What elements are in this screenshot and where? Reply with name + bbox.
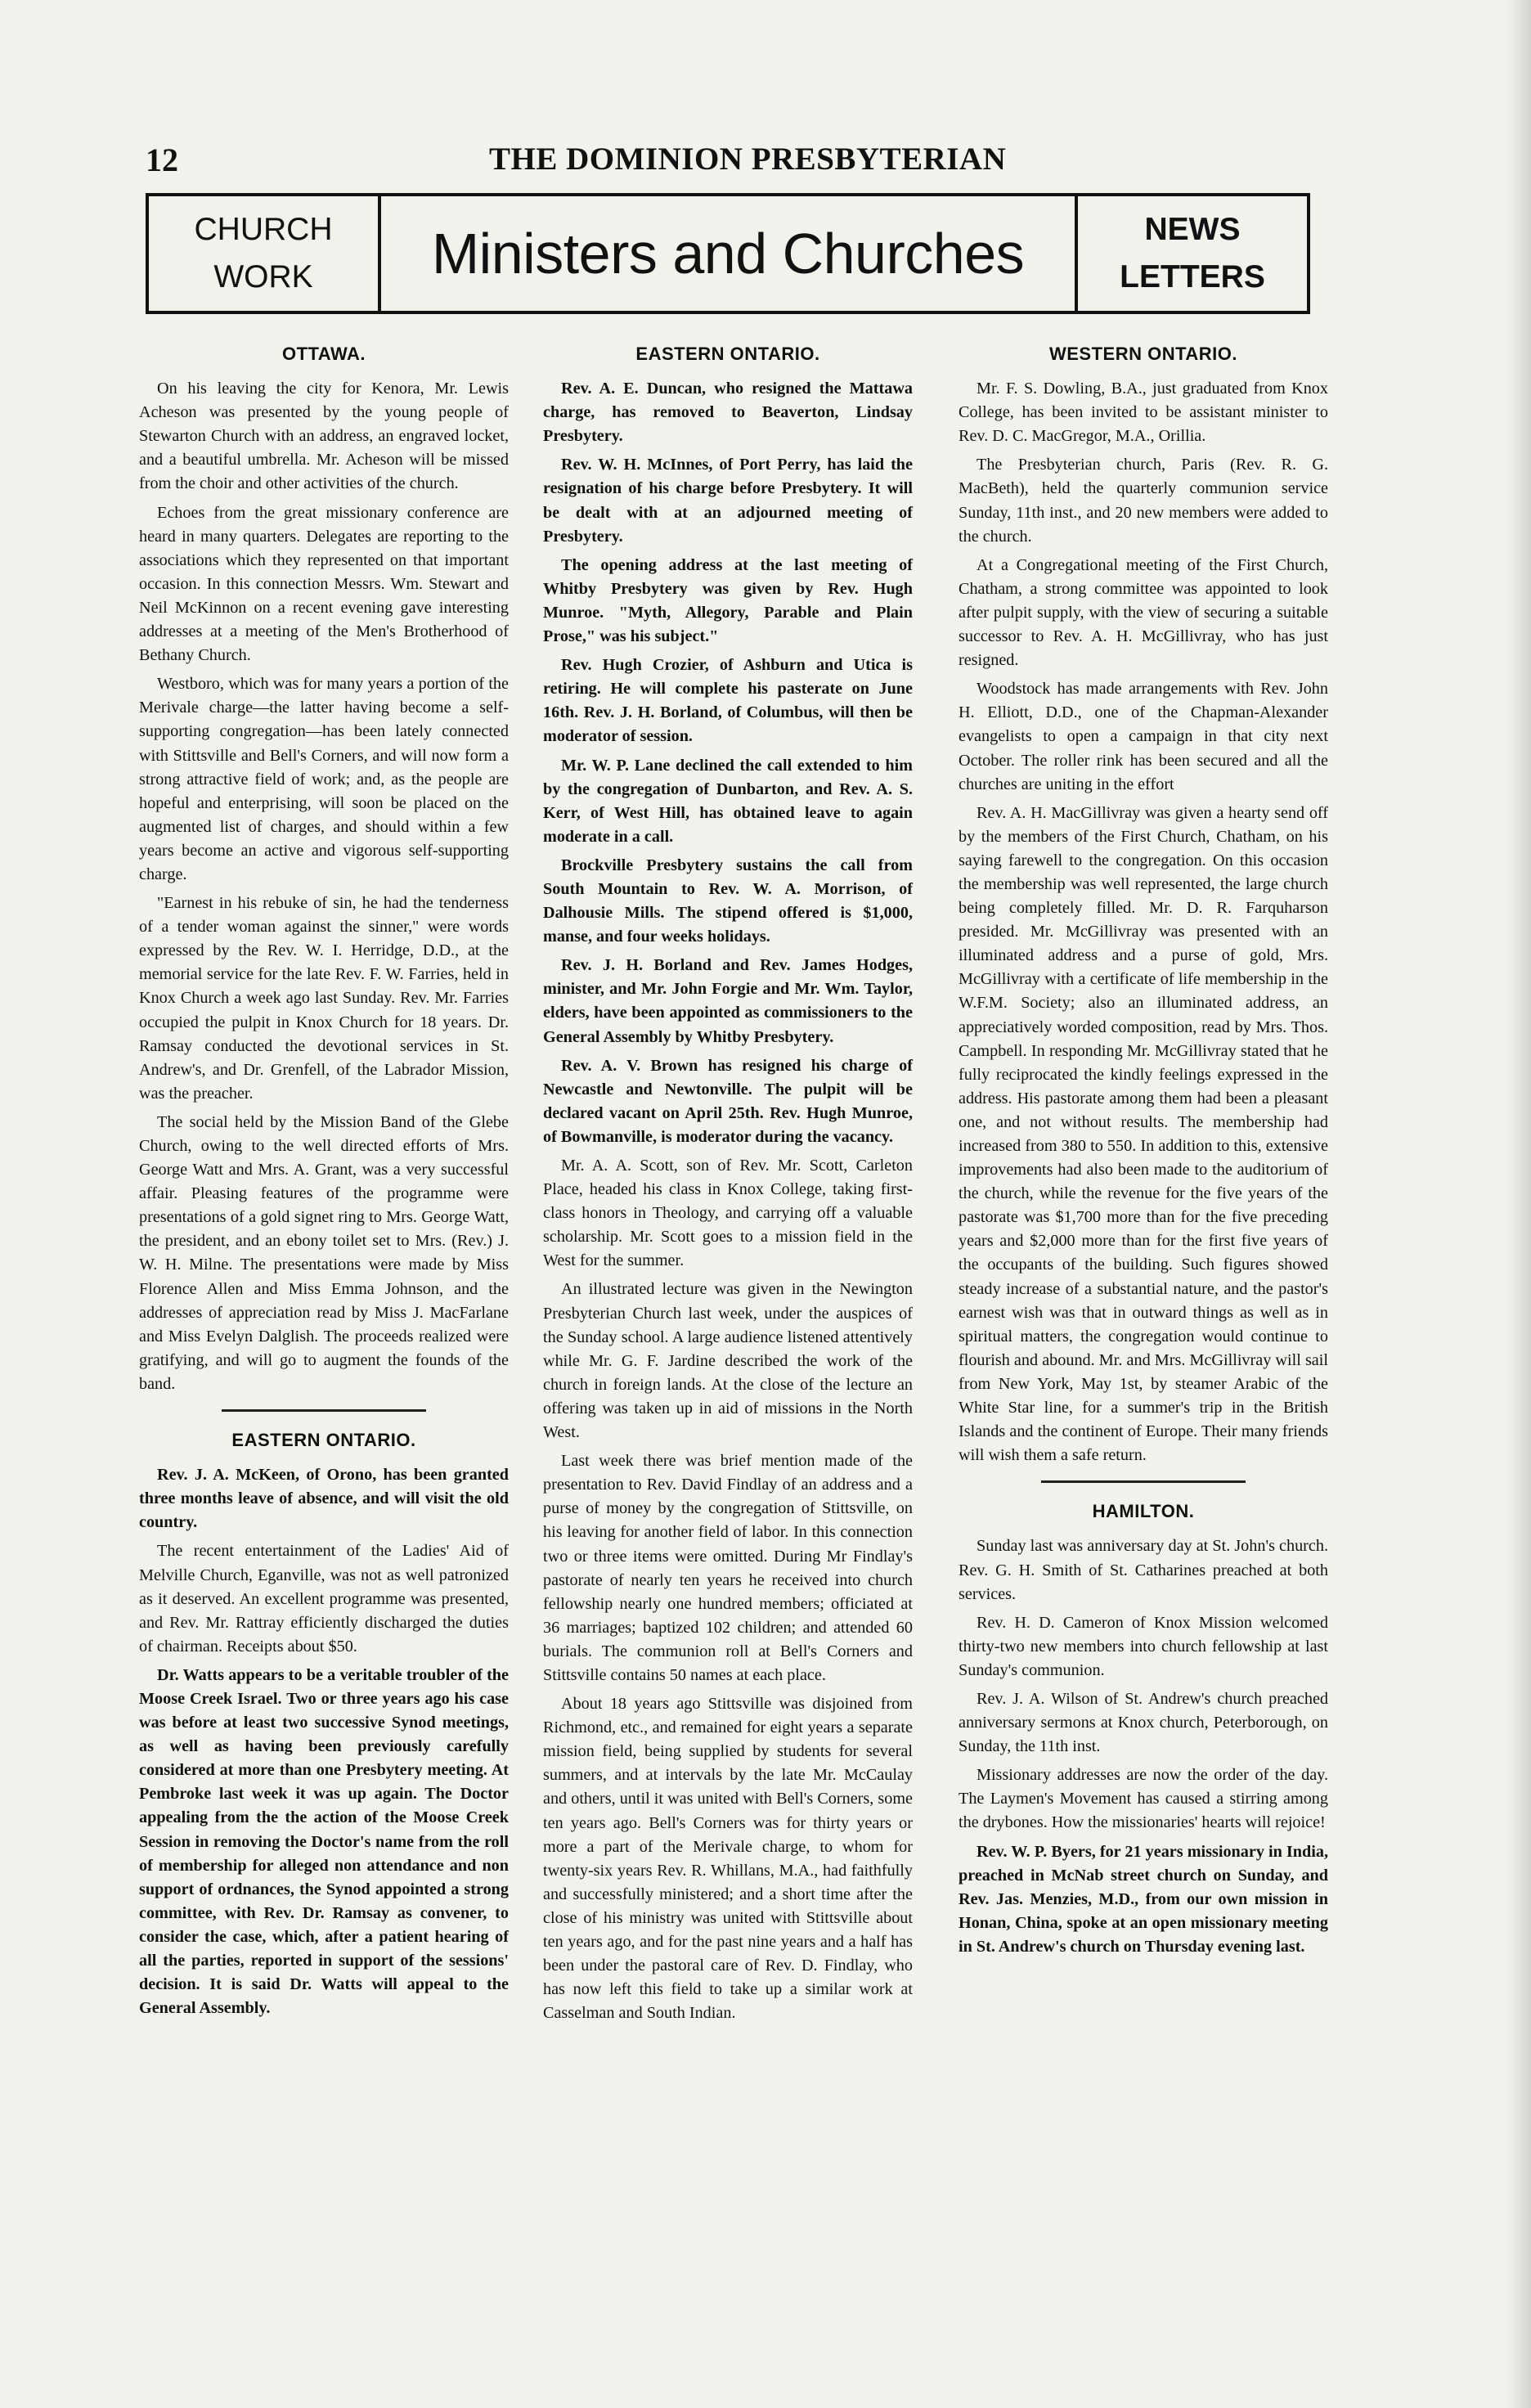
- news-paragraph: The social held by the Mission Band of the Glebe Church, owing to the well directed efforts of Mrs. George Watt and Mrs. A. Grant, was a very successful affair. Pleasing features of the programme were presentations of a gold signet ring to Mrs. George Watt, the president, and an ebony toilet set to Mrs. (Rev.) J. W. H. Milne. The presentations were made by Miss Florence Allen and Miss Emma Johnson, and the addresses of appreciation read by Miss J. MacFarlane and Miss Evelyn Dalglish. The proceeds realized were gratifying, and will go to augment the founds of the band.: [139, 1112, 509, 1393]
- section-heading: EASTERN ONTARIO.: [231, 1430, 416, 1451]
- news-paragraph: Rev. A. H. MacGillivray was given a hearty send off by the members of the First Church, Chatham, on his saying farewell to the congregation. On this occasion the membership was well represented, the large church being completely filled. Mr. D. R. Farquharson presided. Mr. McGillivray was presented with an illuminated address and a purse of gold, Mrs. McGillivray with a certificate of life membership in the W.F.M. Society; also an illuminated address, an appreciatively worded composition, read by Mrs. Thos. Campbell. In responding Mr. McGillivray stated that he fully reciprocated the kindly feelings expressed in the address. His pastorate among them had been a pleasant one, and not without results. The membership had increased from 380 to 550. In addition to this, extensive improvements had also been made to the auditorium of the church, while the revenue for the five years of the pastorate was $1,700 more than for the five preceding years and $2,000 more than for the first five years of the occupants of the building. Such figures showed steady increase of a substantial nature, and the pastor's earnest wish was that in outward things as well as in spiritual matters, the congregation would continue to flourish and abound. Mr. and Mrs. McGillivray will sail from New York, May 1st, by steamer Arabic of the White Star line, for a summer's trip in the British Islands and the continent of Europe. Their many friends will wish them a safe return.: [959, 803, 1328, 1465]
- banner-left-box: [149, 196, 381, 311]
- news-paragraph: Missionary addresses are now the order of the day. The Laymen's Movement has caused a stirring among the drybones. How the missionaries' hearts will rejoice!: [959, 1766, 1328, 1832]
- page-number: 12: [146, 142, 178, 178]
- section-divider: [1041, 1480, 1246, 1483]
- banner-left-line-2: WORK: [213, 259, 313, 294]
- news-paragraph: Dr. Watts appears to be a veritable troubler of the Moose Creek Israel. Two or three years ago his case was before at least two successive Synod meetings, as well as having been previously carefully considered at more than one Presbytery meeting. At Pembroke last week it was up again. The Doctor appealing from the the action of the Moose Creek Session in removing the Doctor's name from the roll of membership for alleged non attendance and non support of ordnances, the Synod appointed a strong committee, with Rev. Dr. Ramsay as convener, to consider the case, which, after a patient hearing of all the parties, reported in support of the sessions' decision. It is said Dr. Watts will appeal to the General Assembly.: [139, 1665, 509, 2018]
- news-paragraph: Rev. W. P. Byers, for 21 years missionary in India, preached in McNab street church on Sunday, and Rev. Jas. Menzies, M.D., from our own mission in Honan, China, spoke at an open missionary meeting in St. Andrew's church on Thursday evening last.: [959, 1842, 1328, 1956]
- news-paragraph: Mr. F. S. Dowling, B.A., just graduated from Knox College, has been invited to be assistant minister to Rev. D. C. MacGregor, M.A., Orillia.: [959, 380, 1328, 446]
- banner-left-line-1: CHURCH: [194, 212, 333, 247]
- column-1: [139, 342, 509, 2025]
- news-paragraph: Echoes from the great missionary conference are heard in many quarters. Delegates are reporting to the associations which they represented on that important occasion. In this connection Messrs. Wm. Stewart and Neil McKinnon on a recent evening gave interesting addresses at a meeting of the Men's Brotherhood of Bethany Church.: [139, 503, 509, 665]
- news-paragraph: Rev. W. H. McInnes, of Port Perry, has laid the resignation of his charge before Presbytery. It will be dealt with at an adjourned meeting of Presbytery.: [543, 456, 913, 546]
- column-2: [543, 342, 913, 2030]
- news-paragraph: Rev. Hugh Crozier, of Ashburn and Utica is retiring. He will complete his pasterate on June 16th. Rev. J. H. Borland, of Columbus, will then be moderator of session.: [543, 656, 913, 746]
- banner-right-line-1: NEWS: [1144, 212, 1241, 247]
- news-paragraph: The recent entertainment of the Ladies' Aid of Melville Church, Eganville, was not as well patronized as it deserved. An excellent programme was presented, and Rev. Mr. Rattray efficiently discharged the duties of chairman. Receipts about $50.: [139, 1542, 509, 1656]
- section-heading: HAMILTON.: [1092, 1501, 1195, 1522]
- news-paragraph: At a Congregational meeting of the First Church, Chatham, a strong committee was appointed to look after pulpit supply, with the view of securing a suitable successor to Rev. A. H. McGillivray, who has just resigned.: [959, 555, 1328, 670]
- section-heading: WESTERN ONTARIO.: [1048, 344, 1238, 364]
- section-heading: EASTERN ONTARIO.: [635, 344, 820, 364]
- journal-title: THE DOMINION PRESBYTERIAN: [489, 142, 1007, 177]
- news-paragraph: An illustrated lecture was given in the Newington Presbyterian Church last week, under the auspices of the Sunday school. A large audience listened attentively while Mr. G. F. Jardine described the work of the church in foreign lands. At the close of the lecture an offering was taken up in aid of missions in the North West.: [543, 1280, 913, 1442]
- news-paragraph: The Presbyterian church, Paris (Rev. R. G. MacBeth), held the quarterly communion service Sunday, 11th inst., and 20 new members were added to the church.: [959, 456, 1328, 546]
- news-paragraph: Westboro, which was for many years a portion of the Merivale charge—the latter having become a self-supporting congregation—has been lately connected with Stittsville and Bell's Corners, and will now form a strong attractive field of work; and, as the people are hopeful and enterprising, will soon be placed on the augmented list of charges, and should within a few years become an active and vigorous self-supporting charge.: [139, 675, 509, 883]
- news-paragraph: Last week there was brief mention made of the presentation to Rev. David Findlay of an address and a purse of money by the congregation of Stittsville, on his leaving for another field of labor. In this connection two or three items were omitted. During Mr Findlay's pastorate of nearly ten years he received into church fellowship nearly one hundred members; officiated at 36 marriages; baptized 102 children; and attended 60 burials. The communion roll at Bell's Corners and Stittsville contains 50 names at each place.: [543, 1452, 913, 1684]
- news-paragraph: Rev. A. V. Brown has resigned his charge of Newcastle and Newtonville. The pulpit will be declared vacant on April 25th. Rev. Hugh Munroe, of Bowmanville, is moderator during the vacancy.: [543, 1056, 913, 1146]
- column-3: [959, 342, 1328, 1964]
- news-paragraph: Mr. W. P. Lane declined the call extended to him by the congregation of Dunbarton, and Rev. A. S. Kerr, of West Hill, has obtained leave to again moderate in a call.: [543, 756, 913, 846]
- news-paragraph: On his leaving the city for Kenora, Mr. Lewis Acheson was presented by the young people of Stewarton Church with an address, an engraved locket, and a beautiful umbrella. Mr. Acheson will be missed from the choir and other activities of the church.: [139, 380, 509, 493]
- news-paragraph: Rev. J. A. Wilson of St. Andrew's church preached anniversary sermons at Knox church, Peterborough, on Sunday, the 11th inst.: [959, 1689, 1328, 1756]
- banner-right-box: [1075, 196, 1307, 311]
- news-paragraph: The opening address at the last meeting of Whitby Presbytery was given by Rev. Hugh Munroe. "Myth, Allegory, Parable and Plain Prose," was his subject.": [543, 555, 913, 646]
- news-paragraph: Rev. J. H. Borland and Rev. James Hodges, minister, and Mr. John Forgie and Mr. Wm. Taylor, elders, have been appointed as commissioners to the General Assembly by Whitby Presbytery.: [543, 956, 913, 1046]
- section-divider: [222, 1409, 426, 1412]
- news-paragraph: Woodstock has made arrangements with Rev. John H. Elliott, D.D., one of the Chapman-Alexander evangelists to open a campaign in that city next October. The roller rink has been secured and all the churches are uniting in the effort: [959, 680, 1328, 793]
- news-paragraph: Rev. J. A. McKeen, of Orono, has been granted three months leave of absence, and will visit the old country.: [139, 1466, 509, 1532]
- news-paragraph: About 18 years ago Stittsville was disjoined from Richmond, etc., and remained for eight years a separate mission field, being supplied by students for several summers, and at intervals by the late Mr. McCaulay and others, until it was united with Bell's Corners, some ten years ago. Bell's Corners was for thirty years or more a part of the Merivale charge, to whom for twenty-six years Rev. R. Whillans, M.A., had faithfully and successfully ministered; and a short time after the close of his ministry was united with Stittsville about ten years ago, and for the past nine years and a half has been under the pastoral care of Rev. D. Findlay, who has now left this field to take up a similar work at Casselman and South Indian.: [543, 1695, 913, 2023]
- news-paragraph: Rev. A. E. Duncan, who resigned the Mattawa charge, has removed to Beaverton, Lindsay Presbytery.: [543, 380, 913, 446]
- banner-right-line-2: LETTERS: [1120, 259, 1265, 294]
- section-heading: OTTAWA.: [281, 344, 366, 364]
- news-paragraph: Sunday last was anniversary day at St. John's church. Rev. G. H. Smith of St. Catharines preached at both services.: [959, 1537, 1328, 1603]
- news-paragraph: Rev. H. D. Cameron of Knox Mission welcomed thirty-two new members into church fellowship at last Sunday's communion.: [959, 1613, 1328, 1679]
- banner-title: Ministers and Churches: [431, 222, 1025, 285]
- page-header: [146, 141, 1315, 186]
- news-paragraph: "Earnest in his rebuke of sin, he had the tenderness of a tender woman against the sinner," were words expressed by the Rev. W. I. Herridge, D.D., at the memorial service for the late Rev. F. W. Farries, held in Knox Church a week ago last Sunday. Rev. Mr. Farries occupied the pulpit in Knox Church for 18 years. Dr. Ramsay conducted the devotional services in St. Andrew's, and Dr. Grenfell, of the Labrador Mission, was the preacher.: [139, 894, 509, 1103]
- news-paragraph: Brockville Presbytery sustains the call from South Mountain to Rev. W. A. Morrison, of Dalhousie Mills. The stipend offered is $1,000, manse, and four weeks holidays.: [543, 856, 913, 946]
- page-edge-shadow: [1506, 0, 1531, 2408]
- section-banner: [146, 193, 1310, 314]
- news-paragraph: Mr. A. A. Scott, son of Rev. Mr. Scott, Carleton Place, headed his class in Knox College, taking first-class honors in Theology, and carrying off a valuable scholarship. Mr. Scott goes to a mission field in the West for the summer.: [543, 1157, 913, 1270]
